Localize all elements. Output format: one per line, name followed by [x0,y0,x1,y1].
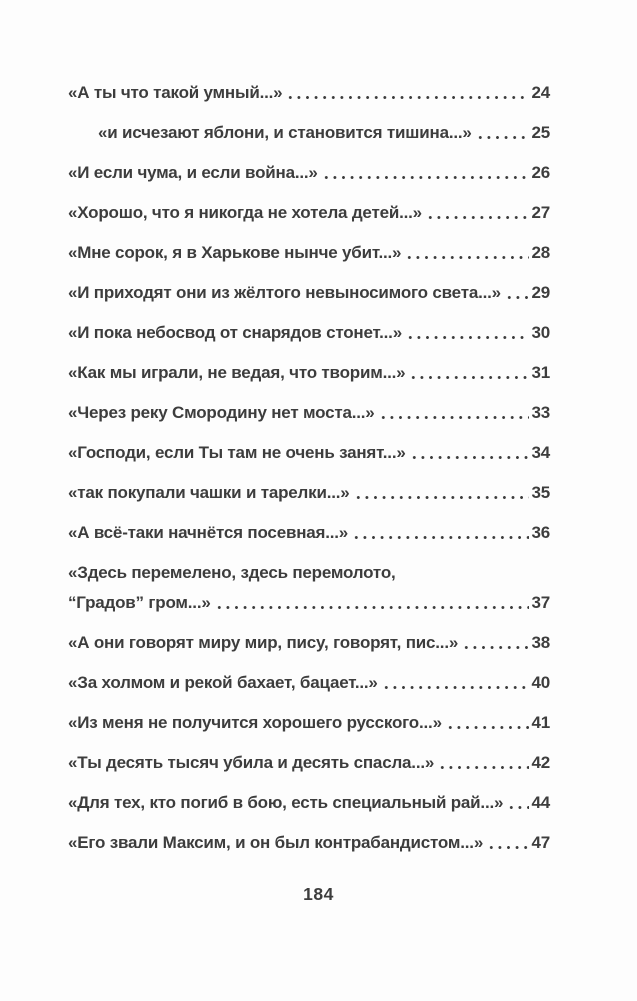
toc-entry [68,518,550,548]
toc-entry-title: «Для тех, кто погиб в бою, есть специальный рай...» [68,793,504,812]
toc-entry-page: 26 [531,163,550,182]
dot-leader [409,376,529,379]
toc-entry [68,478,550,508]
toc-list [68,78,550,868]
toc-entry-row [68,628,550,658]
toc-entry-row [68,398,550,428]
toc-entry-title: «Через реку Смородину нет моста...» [68,403,375,422]
toc-entry [68,748,550,778]
toc-entry [68,118,550,148]
toc-entry-page: 40 [531,673,550,692]
dot-leader [426,216,530,219]
toc-entry-page: 30 [531,323,550,342]
toc-entry-page: 36 [531,523,550,542]
toc-entry-page: 34 [531,443,550,462]
toc-entry-row [68,588,550,618]
dot-leader [354,496,530,499]
dot-leader [286,96,529,99]
toc-entry [68,558,550,618]
dot-leader [215,606,530,609]
dot-leader [438,766,529,769]
toc-entry-title: «А всё-таки начнётся посевная...» [68,523,349,542]
toc-entry-page: 42 [531,753,550,772]
toc-entry-row [68,748,550,778]
page-number: 184 [303,884,334,904]
toc-entry-row [68,238,550,268]
toc-entry-row [98,118,550,148]
toc-entry-title-line1: «Здесь перемелено, здесь перемолото, [68,563,396,582]
toc-entry-title: «и исчезают яблони, и становится тишина...» [98,123,472,142]
toc-entry-title: «За холмом и рекой бахает, бацает...» [68,673,378,692]
toc-entry-row [68,788,550,818]
toc-entry-page: 38 [531,633,550,652]
toc-entry-title: «Из меня не получится хорошего русского...» [68,713,442,732]
toc-entry-title: «так покупали чашки и тарелки...» [68,483,350,502]
toc-entry-page: 47 [531,833,550,852]
toc-entry-page: 25 [531,123,550,142]
toc-entry-row [68,828,550,858]
toc-entry-page: 44 [531,793,550,812]
toc-entry [68,628,550,658]
toc-entry [68,668,550,698]
toc-entry-title: «И приходят они из жёлтого невыносимого света...» [68,283,501,302]
toc-entry-page: 28 [531,243,550,262]
toc-entry-page: 31 [531,363,550,382]
toc-entry [68,318,550,348]
toc-entry [68,358,550,388]
toc-entry-row [68,318,550,348]
dot-leader [462,646,529,649]
toc-entry-page: 24 [531,83,550,102]
toc-entry-page: 41 [531,713,550,732]
dot-leader [446,726,530,729]
toc-entry [68,708,550,738]
toc-entry [68,788,550,818]
toc-entry-row [68,78,550,108]
dot-leader [476,136,530,139]
toc-entry-row [68,358,550,388]
dot-leader [382,686,530,689]
toc-entry-title: «Ты десять тысяч убила и десять спасла...» [68,753,435,772]
toc-entry-title: «Как мы играли, не ведая, что творим...» [68,363,406,382]
toc-entry-row [68,158,550,188]
toc-entry-row [68,278,550,308]
toc-entry [68,78,550,108]
toc-entry [68,198,550,228]
toc-entry-title: «Его звали Максим, и он был контрабандистом...» [68,833,484,852]
toc-entry-page: 33 [531,403,550,422]
dot-leader [322,176,530,179]
toc-entry [68,278,550,308]
dot-leader [410,456,530,459]
toc-entry [68,238,550,268]
toc-entry-page: 27 [531,203,550,222]
toc-entry-title: «Господи, если Ты там не очень занят...» [68,443,406,462]
toc-entry-title: «Мне сорок, я в Харькове нынче убит...» [68,243,402,262]
toc-entry [68,438,550,468]
toc-entry-title: «И если чума, и если война...» [68,163,318,182]
toc-entry [68,828,550,858]
toc-entry-page: 37 [531,593,550,612]
toc-entry-row [68,708,550,738]
toc-entry [68,398,550,428]
dot-leader [507,806,529,809]
toc-entry-title: «А ты что такой умный...» [68,83,283,102]
dot-leader [379,416,530,419]
toc-entry-title: «Хорошо, что я никогда не хотела детей...» [68,203,422,222]
toc-entry-row [68,518,550,548]
dot-leader [352,536,529,539]
toc-entry-row [68,668,550,698]
toc-entry-title: “Градов” гром...» [68,593,211,612]
toc-entry-title: «А они говорят миру мир, пису, говорят, пис...» [68,633,459,652]
toc-entry-page: 35 [531,483,550,502]
toc-entry-row [68,478,550,508]
dot-leader [505,296,530,299]
toc-entry-row [68,438,550,468]
dot-leader [487,846,529,849]
toc-entry-title: «И пока небосвод от снарядов стонет...» [68,323,402,342]
toc-entry [68,158,550,188]
dot-leader [406,336,530,339]
dot-leader [405,256,529,259]
toc-entry-row [68,198,550,228]
toc-entry-page: 29 [531,283,550,302]
